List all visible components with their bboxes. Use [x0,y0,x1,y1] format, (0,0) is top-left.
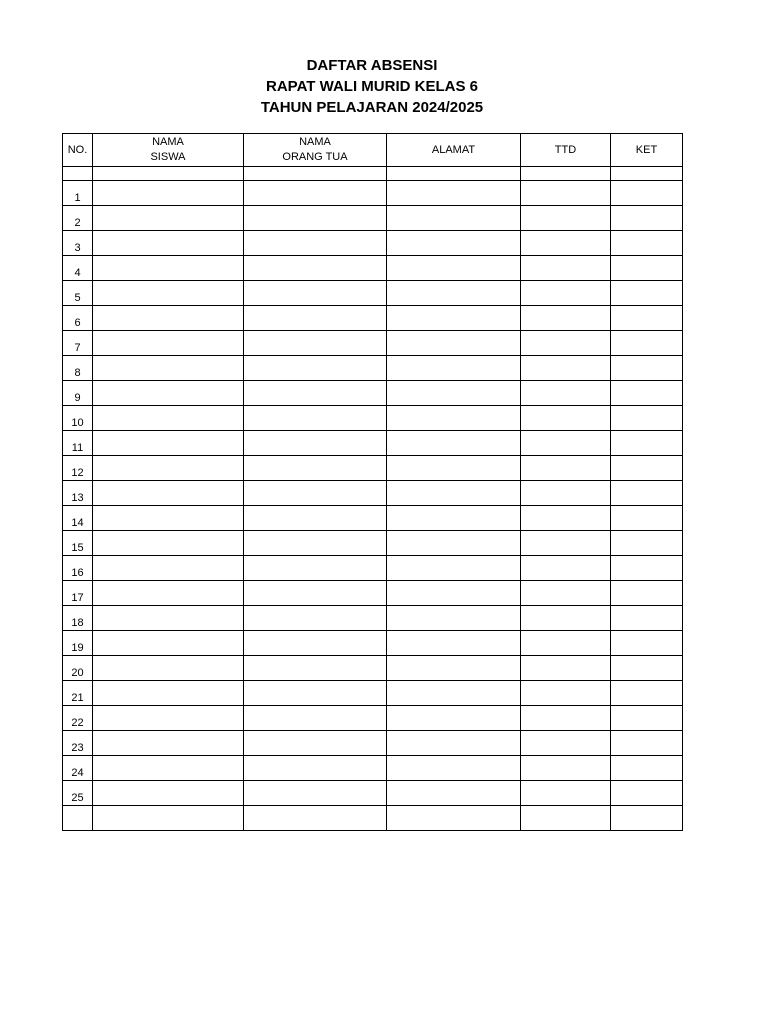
ket-cell[interactable] [611,506,683,531]
alamat-cell[interactable] [387,781,521,806]
table-row [63,806,683,831]
nama-siswa-cell[interactable] [93,306,244,331]
ket-cell[interactable] [611,556,683,581]
alamat-cell[interactable] [387,606,521,631]
nama-orang-tua-cell[interactable] [244,331,387,356]
nama-siswa-cell[interactable] [93,181,244,206]
ttd-cell[interactable] [521,756,611,781]
header-no: NO. [63,134,93,167]
title-line-3: TAHUN PELAJARAN 2024/2025 [260,99,484,116]
nama-orang-tua-cell[interactable] [244,781,387,806]
nama-siswa-cell[interactable] [93,731,244,756]
row-number: 17 [63,581,93,606]
ket-cell[interactable] [611,606,683,631]
table-row [63,306,683,331]
ttd-cell[interactable] [521,306,611,331]
nama-orang-tua-cell[interactable] [244,306,387,331]
ket-cell[interactable] [611,481,683,506]
table-cell [93,167,244,181]
alamat-cell[interactable] [387,681,521,706]
row-number: 16 [63,556,93,581]
table-row [63,356,683,381]
ket-cell[interactable] [611,756,683,781]
alamat-cell[interactable] [387,406,521,431]
nama-orang-tua-cell[interactable] [244,381,387,406]
ttd-cell[interactable] [521,656,611,681]
nama-siswa-cell[interactable] [93,656,244,681]
row-number: 7 [63,331,93,356]
table-cell [244,167,387,181]
ket-cell[interactable] [611,281,683,306]
ttd-cell[interactable] [521,631,611,656]
document-title [0,55,744,118]
ttd-cell[interactable] [521,456,611,481]
ttd-cell[interactable] [521,231,611,256]
table-row [63,581,683,606]
row-number: 2 [63,206,93,231]
row-number: 6 [63,306,93,331]
ttd-cell[interactable] [521,706,611,731]
row-number: 8 [63,356,93,381]
ttd-cell[interactable] [521,181,611,206]
ket-cell[interactable] [611,581,683,606]
nama-orang-tua-cell[interactable] [244,706,387,731]
ket-cell[interactable] [611,331,683,356]
title-line-1: DAFTAR ABSENSI [306,57,438,74]
row-number: 13 [63,481,93,506]
nama-orang-tua-cell[interactable] [244,756,387,781]
alamat-cell[interactable] [387,381,521,406]
alamat-cell[interactable] [387,656,521,681]
row-number: 15 [63,531,93,556]
ket-cell[interactable] [611,631,683,656]
nama-orang-tua-cell[interactable] [244,506,387,531]
row-number: 9 [63,381,93,406]
ttd-cell[interactable] [521,806,611,831]
alamat-cell[interactable] [387,631,521,656]
ket-cell[interactable] [611,656,683,681]
alamat-cell[interactable] [387,306,521,331]
nama-siswa-cell[interactable] [93,681,244,706]
header-ttd: TTD [521,134,611,167]
nama-orang-tua-cell[interactable] [244,806,387,831]
nama-siswa-cell[interactable] [93,556,244,581]
nama-siswa-cell[interactable] [93,431,244,456]
nama-orang-tua-cell[interactable] [244,406,387,431]
nama-siswa-cell[interactable] [93,706,244,731]
nama-siswa-cell[interactable] [93,381,244,406]
ttd-cell[interactable] [521,331,611,356]
nama-siswa-cell[interactable] [93,606,244,631]
header-nama-orang-tua [244,134,387,167]
alamat-cell[interactable] [387,756,521,781]
nama-siswa-cell[interactable] [93,206,244,231]
nama-orang-tua-cell[interactable] [244,606,387,631]
nama-siswa-cell[interactable] [93,406,244,431]
table-row [63,656,683,681]
table-row [63,231,683,256]
nama-siswa-cell[interactable] [93,581,244,606]
table-header-row [63,134,683,167]
nama-orang-tua-cell[interactable] [244,581,387,606]
row-number: 22 [63,706,93,731]
ket-cell[interactable] [611,681,683,706]
nama-siswa-cell[interactable] [93,756,244,781]
table-row [63,381,683,406]
ket-cell[interactable] [611,431,683,456]
nama-orang-tua-cell[interactable] [244,481,387,506]
header-nama-orang-tua-line2: ORANG TUA [282,151,348,163]
row-number [63,806,93,831]
ttd-cell[interactable] [521,206,611,231]
table-cell [521,167,611,181]
row-number: 23 [63,731,93,756]
ttd-cell[interactable] [521,606,611,631]
alamat-cell[interactable] [387,356,521,381]
row-number: 19 [63,631,93,656]
nama-orang-tua-cell[interactable] [244,431,387,456]
ket-cell[interactable] [611,706,683,731]
row-number: 14 [63,506,93,531]
row-number: 25 [63,781,93,806]
row-number: 5 [63,281,93,306]
nama-orang-tua-cell[interactable] [244,531,387,556]
ttd-cell[interactable] [521,581,611,606]
nama-orang-tua-cell[interactable] [244,231,387,256]
nama-siswa-cell[interactable] [93,356,244,381]
ket-cell[interactable] [611,231,683,256]
table-row [63,256,683,281]
alamat-cell[interactable] [387,706,521,731]
alamat-cell[interactable] [387,331,521,356]
table-cell [387,167,521,181]
ket-cell[interactable] [611,256,683,281]
nama-siswa-cell[interactable] [93,531,244,556]
header-nama-orang-tua-line1: NAMA [299,136,331,148]
alamat-cell[interactable] [387,256,521,281]
table-cell [611,167,683,181]
attendance-table [62,133,683,831]
ket-cell[interactable] [611,806,683,831]
alamat-cell[interactable] [387,506,521,531]
header-alamat: ALAMAT [387,134,521,167]
alamat-cell[interactable] [387,431,521,456]
nama-orang-tua-cell[interactable] [244,206,387,231]
table-row [63,681,683,706]
ket-cell[interactable] [611,356,683,381]
nama-orang-tua-cell[interactable] [244,456,387,481]
alamat-cell[interactable] [387,806,521,831]
table-row [63,481,683,506]
nama-orang-tua-cell[interactable] [244,681,387,706]
alamat-cell[interactable] [387,731,521,756]
ttd-cell[interactable] [521,731,611,756]
row-number: 18 [63,606,93,631]
nama-orang-tua-cell[interactable] [244,256,387,281]
ket-cell[interactable] [611,381,683,406]
nama-orang-tua-cell[interactable] [244,656,387,681]
nama-siswa-cell[interactable] [93,331,244,356]
table-row [63,781,683,806]
table-row [63,706,683,731]
title-line-2: RAPAT WALI MURID KELAS 6 [266,78,478,95]
nama-orang-tua-cell[interactable] [244,731,387,756]
row-number: 12 [63,456,93,481]
ket-cell[interactable] [611,456,683,481]
nama-orang-tua-cell[interactable] [244,181,387,206]
table-cell [63,167,93,181]
ttd-cell[interactable] [521,531,611,556]
table-row [63,631,683,656]
ttd-cell[interactable] [521,406,611,431]
ttd-cell[interactable] [521,381,611,406]
nama-siswa-cell[interactable] [93,506,244,531]
ttd-cell[interactable] [521,356,611,381]
nama-siswa-cell[interactable] [93,281,244,306]
alamat-cell[interactable] [387,556,521,581]
table-row [63,556,683,581]
row-number: 4 [63,256,93,281]
alamat-cell[interactable] [387,481,521,506]
nama-orang-tua-cell[interactable] [244,556,387,581]
alamat-cell[interactable] [387,181,521,206]
ttd-cell[interactable] [521,481,611,506]
ket-cell[interactable] [611,306,683,331]
table-row [63,456,683,481]
nama-orang-tua-cell[interactable] [244,631,387,656]
table-row [63,431,683,456]
row-number: 24 [63,756,93,781]
ttd-cell[interactable] [521,431,611,456]
nama-siswa-cell[interactable] [93,806,244,831]
table-row [63,331,683,356]
alamat-cell[interactable] [387,281,521,306]
row-number: 1 [63,181,93,206]
nama-orang-tua-cell[interactable] [244,281,387,306]
nama-siswa-cell[interactable] [93,256,244,281]
table-row [63,756,683,781]
ttd-cell[interactable] [521,281,611,306]
nama-siswa-cell[interactable] [93,481,244,506]
row-number: 3 [63,231,93,256]
row-number: 10 [63,406,93,431]
alamat-cell[interactable] [387,581,521,606]
spacer-row [63,167,683,181]
ttd-cell[interactable] [521,556,611,581]
nama-orang-tua-cell[interactable] [244,356,387,381]
ttd-cell[interactable] [521,256,611,281]
nama-siswa-cell[interactable] [93,631,244,656]
ket-cell[interactable] [611,781,683,806]
alamat-cell[interactable] [387,231,521,256]
ket-cell[interactable] [611,406,683,431]
nama-siswa-cell[interactable] [93,781,244,806]
table-row [63,206,683,231]
header-nama-siswa-line2: SISWA [150,151,186,163]
row-number: 21 [63,681,93,706]
ket-cell[interactable] [611,531,683,556]
alamat-cell[interactable] [387,531,521,556]
row-number: 11 [63,431,93,456]
table-row [63,406,683,431]
ttd-cell[interactable] [521,506,611,531]
ket-cell[interactable] [611,731,683,756]
alamat-cell[interactable] [387,206,521,231]
table-row [63,606,683,631]
ket-cell[interactable] [611,181,683,206]
row-number: 20 [63,656,93,681]
table-row [63,506,683,531]
table-row [63,531,683,556]
table-row [63,281,683,306]
alamat-cell[interactable] [387,456,521,481]
table-row [63,731,683,756]
nama-siswa-cell[interactable] [93,456,244,481]
header-nama-siswa-line1: NAMA [152,136,184,148]
ket-cell[interactable] [611,206,683,231]
header-nama-siswa [93,134,244,167]
ttd-cell[interactable] [521,781,611,806]
ttd-cell[interactable] [521,681,611,706]
table-row [63,181,683,206]
nama-siswa-cell[interactable] [93,231,244,256]
header-ket: KET [611,134,683,167]
